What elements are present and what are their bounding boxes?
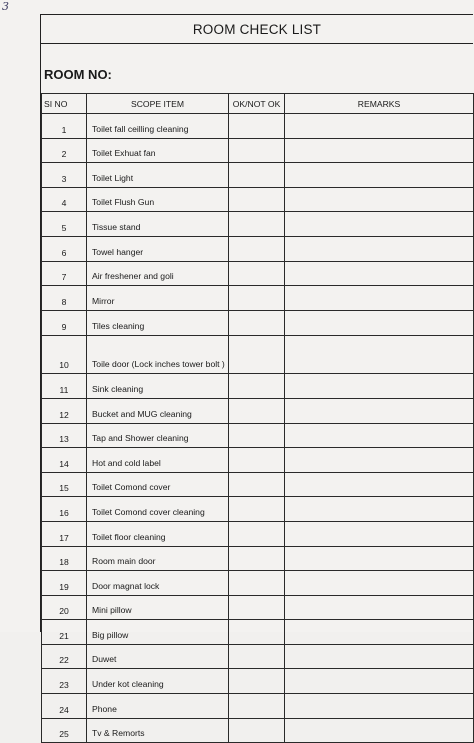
scope-item: Toilet Flush Gun (87, 187, 229, 212)
remarks-cell (285, 595, 474, 620)
scope-item: Tap and Shower cleaning (87, 423, 229, 448)
scope-item: Mini pillow (87, 595, 229, 620)
remarks-cell (285, 138, 474, 163)
table-row (42, 261, 474, 286)
row-number: 21 (42, 620, 87, 645)
ok-not-ok-cell (229, 521, 285, 546)
table-row (42, 718, 474, 743)
pen-mark: 3 (2, 0, 9, 13)
header-ok-not-ok: OK/NOT OK (229, 94, 285, 114)
ok-not-ok-cell (229, 336, 285, 374)
table-row (42, 212, 474, 237)
table-row (42, 336, 474, 374)
table-row (42, 497, 474, 522)
table-row (42, 398, 474, 423)
scope-item: Toilet fall ceilling cleaning (87, 114, 229, 139)
row-number: 3 (42, 163, 87, 188)
row-number: 2 (42, 138, 87, 163)
ok-not-ok-cell (229, 286, 285, 311)
ok-not-ok-cell (229, 571, 285, 596)
table-row (42, 571, 474, 596)
scope-item: Door magnat lock (87, 571, 229, 596)
scope-item: Tiles cleaning (87, 310, 229, 336)
remarks-cell (285, 310, 474, 336)
remarks-cell (285, 694, 474, 719)
page-title: ROOM CHECK LIST (41, 15, 473, 44)
row-number: 13 (42, 423, 87, 448)
remarks-cell (285, 546, 474, 571)
remarks-cell (285, 423, 474, 448)
table-row (42, 423, 474, 448)
scope-item: Big pillow (87, 620, 229, 645)
table-row (42, 694, 474, 719)
remarks-cell (285, 336, 474, 374)
row-number: 15 (42, 472, 87, 497)
table-header-row (42, 94, 474, 114)
scope-item: Hot and cold label (87, 448, 229, 473)
table-row (42, 620, 474, 645)
row-number: 17 (42, 521, 87, 546)
row-number: 18 (42, 546, 87, 571)
remarks-cell (285, 718, 474, 743)
row-number: 10 (42, 336, 87, 374)
remarks-cell (285, 261, 474, 286)
ok-not-ok-cell (229, 163, 285, 188)
row-number: 9 (42, 310, 87, 336)
table-row (42, 138, 474, 163)
ok-not-ok-cell (229, 694, 285, 719)
remarks-cell (285, 212, 474, 237)
remarks-cell (285, 236, 474, 261)
remarks-cell (285, 286, 474, 311)
header-scope-item: SCOPE ITEM (87, 94, 229, 114)
ok-not-ok-cell (229, 138, 285, 163)
row-number: 11 (42, 374, 87, 399)
table-row (42, 644, 474, 669)
scope-item: Bucket and MUG cleaning (87, 398, 229, 423)
table-row (42, 286, 474, 311)
ok-not-ok-cell (229, 718, 285, 743)
table-row (42, 521, 474, 546)
table-row (42, 595, 474, 620)
scope-item: Room main door (87, 546, 229, 571)
table-row (42, 472, 474, 497)
remarks-cell (285, 571, 474, 596)
row-number: 20 (42, 595, 87, 620)
table-row (42, 546, 474, 571)
remarks-cell (285, 669, 474, 694)
ok-not-ok-cell (229, 236, 285, 261)
scope-item: Tv & Remorts (87, 718, 229, 743)
scope-item: Toilet Light (87, 163, 229, 188)
row-number: 22 (42, 644, 87, 669)
remarks-cell (285, 114, 474, 139)
scope-item: Tissue stand (87, 212, 229, 237)
remarks-cell (285, 398, 474, 423)
checklist-table (41, 93, 474, 743)
scope-item: Toilet Comond cover (87, 472, 229, 497)
remarks-cell (285, 187, 474, 212)
table-row (42, 114, 474, 139)
room-number-field (41, 43, 473, 94)
remarks-cell (285, 163, 474, 188)
row-number: 25 (42, 718, 87, 743)
ok-not-ok-cell (229, 595, 285, 620)
scope-item: Toile door (Lock inches tower bolt ) (87, 336, 229, 374)
remarks-cell (285, 521, 474, 546)
scope-item: Under kot cleaning (87, 669, 229, 694)
row-number: 24 (42, 694, 87, 719)
remarks-cell (285, 472, 474, 497)
scope-item: Toilet Exhuat fan (87, 138, 229, 163)
row-number: 23 (42, 669, 87, 694)
room-number-label: ROOM NO: (44, 67, 112, 82)
table-row (42, 669, 474, 694)
row-number: 6 (42, 236, 87, 261)
row-number: 1 (42, 114, 87, 139)
scope-item: Towel hanger (87, 236, 229, 261)
table-row (42, 448, 474, 473)
ok-not-ok-cell (229, 114, 285, 139)
table-row (42, 163, 474, 188)
remarks-cell (285, 448, 474, 473)
scope-item: Sink cleaning (87, 374, 229, 399)
scope-item: Toilet Comond cover cleaning (87, 497, 229, 522)
scope-item: Phone (87, 694, 229, 719)
row-number: 14 (42, 448, 87, 473)
row-number: 4 (42, 187, 87, 212)
scope-item: Duwet (87, 644, 229, 669)
ok-not-ok-cell (229, 261, 285, 286)
ok-not-ok-cell (229, 212, 285, 237)
remarks-cell (285, 620, 474, 645)
scope-item: Air freshener and goli (87, 261, 229, 286)
table-row (42, 374, 474, 399)
remarks-cell (285, 644, 474, 669)
ok-not-ok-cell (229, 398, 285, 423)
ok-not-ok-cell (229, 374, 285, 399)
header-remarks: REMARKS (285, 94, 474, 114)
table-row (42, 236, 474, 261)
row-number: 12 (42, 398, 87, 423)
remarks-cell (285, 374, 474, 399)
row-number: 16 (42, 497, 87, 522)
ok-not-ok-cell (229, 546, 285, 571)
ok-not-ok-cell (229, 644, 285, 669)
checklist-sheet (40, 14, 473, 740)
row-number: 5 (42, 212, 87, 237)
ok-not-ok-cell (229, 497, 285, 522)
ok-not-ok-cell (229, 448, 285, 473)
ok-not-ok-cell (229, 669, 285, 694)
ok-not-ok-cell (229, 310, 285, 336)
scope-item: Mirror (87, 286, 229, 311)
table-row (42, 310, 474, 336)
row-number: 7 (42, 261, 87, 286)
row-number: 8 (42, 286, 87, 311)
header-si-no: SI NO (42, 94, 87, 114)
scope-item: Toilet floor cleaning (87, 521, 229, 546)
row-number: 19 (42, 571, 87, 596)
ok-not-ok-cell (229, 472, 285, 497)
table-row (42, 187, 474, 212)
ok-not-ok-cell (229, 620, 285, 645)
remarks-cell (285, 497, 474, 522)
ok-not-ok-cell (229, 423, 285, 448)
ok-not-ok-cell (229, 187, 285, 212)
